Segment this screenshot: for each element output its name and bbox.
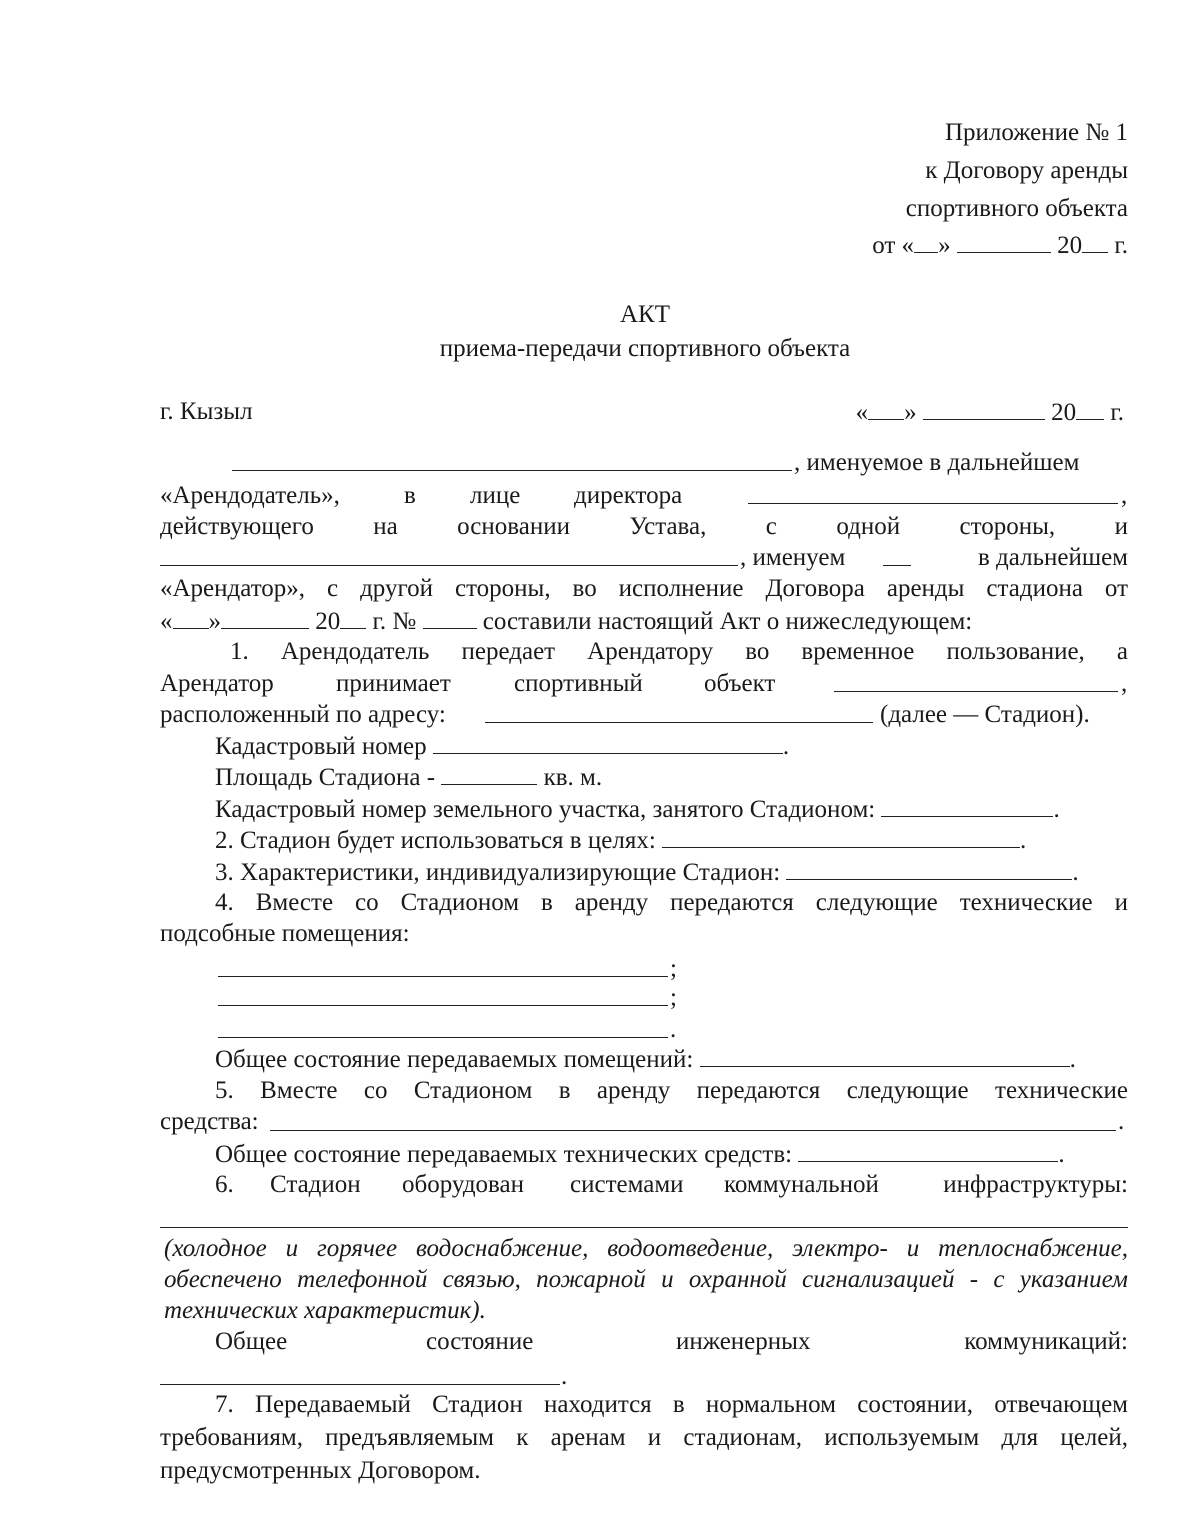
- italic-note-l2: обеспечено телефонной связью, пожарной и охранной сигнализацией - с указанием: [164, 1266, 1128, 1293]
- blank: [923, 397, 1045, 420]
- p1-l2-b: принимает: [336, 670, 451, 697]
- blank-line: [218, 976, 668, 977]
- eng-c: инженерных: [676, 1328, 811, 1355]
- body-l2-d: директора: [574, 482, 683, 509]
- body-l1: , именуемое в дальнейшем: [794, 449, 1080, 476]
- tech-state-line: Общее состояние передаваемых технических средств: .: [215, 1141, 1065, 1168]
- appendix-line-2: к Договору аренды: [925, 157, 1128, 184]
- italic-note-l1: (холодное и горячее водоснабжение, водоотведение, электро- и теплоснабжение,: [164, 1235, 1128, 1262]
- body-l3: действующего на основании Устава, с одной стороны, и: [160, 513, 1128, 540]
- blank: [441, 762, 537, 785]
- blank: [221, 606, 309, 629]
- eng-b: состояние: [426, 1328, 534, 1355]
- blank-line: [270, 1130, 1116, 1131]
- p7-l2: требованиям, предъявляемым к аренам и стадионам, используемым для целей,: [160, 1424, 1128, 1451]
- body-l4-b: в дальнейшем: [978, 544, 1128, 571]
- blank-line: [218, 1037, 668, 1038]
- blank: [423, 606, 477, 629]
- land-cadastral-line: Кадастровый номер земельного участка, занятого Стадионом: .: [215, 796, 1060, 823]
- body-l2-a: «Арендодатель»,: [160, 482, 340, 509]
- blank-line: [160, 565, 738, 566]
- p3-line: 3. Характеристики, индивидуализирующие Стадион: .: [215, 859, 1079, 886]
- blank: [798, 1139, 1058, 1162]
- semicolon: ;: [670, 955, 677, 982]
- cadastral-line: Кадастровый номер .: [215, 733, 790, 760]
- p7-l3: предусмотренных Договором.: [160, 1457, 481, 1484]
- italic-note-l3: технических характеристик).: [164, 1297, 486, 1324]
- blank: [700, 1044, 1070, 1067]
- blank: [340, 606, 366, 629]
- appendix-line-3: спортивного объекта: [905, 195, 1128, 222]
- blank: [957, 230, 1051, 253]
- area-line: Площадь Стадиона - кв. м.: [215, 764, 603, 791]
- p4-l1: 4. Вместе со Стадионом в аренду передаются следующие технические и: [215, 889, 1128, 916]
- body-l4-a: , именуем: [740, 544, 846, 571]
- p2-line: 2. Стадион будет использоваться в целях: .: [215, 827, 1027, 854]
- p1-l2-c: спортивный: [514, 670, 643, 697]
- blank: [786, 857, 1072, 880]
- p1-l2-d: объект: [704, 670, 776, 697]
- appendix-line-1: Приложение № 1: [944, 119, 1128, 146]
- blank: [914, 230, 938, 253]
- p1-l3-a: расположенный по адресу:: [160, 701, 446, 728]
- blank-line: [834, 691, 1118, 692]
- blank: [1082, 230, 1108, 253]
- period: .: [1118, 1108, 1125, 1135]
- body-l5: «Арендатор», с другой стороны, во исполнение Договора аренды стадиона от: [160, 575, 1128, 602]
- blank: [868, 397, 904, 420]
- p6-d: системами: [570, 1171, 684, 1198]
- act-subtitle: приема-передачи спортивного объекта: [439, 335, 851, 362]
- appendix-date: от « » 20 г.: [872, 232, 1128, 259]
- p6-a: 6.: [215, 1171, 234, 1198]
- p1-l3-b: (далее — Стадион).: [880, 701, 1090, 728]
- p4-l2: подсобные помещения:: [160, 920, 410, 947]
- blank: [1076, 397, 1104, 420]
- p6-b: Стадион: [270, 1171, 361, 1198]
- body-l2-b: в: [404, 482, 416, 509]
- blank-line: [748, 503, 1118, 504]
- blank-line: [883, 565, 911, 566]
- body-l2-c: лице: [470, 482, 521, 509]
- p1-l2-end: ,: [1121, 670, 1128, 697]
- eng-d: коммуникаций:: [964, 1328, 1128, 1355]
- blank: [433, 731, 783, 754]
- premises-state-line: Общее состояние передаваемых помещений: .: [215, 1046, 1076, 1073]
- act-date: « » 20 г.: [855, 399, 1124, 426]
- p7-l1: 7. Передаваемый Стадион находится в нормальном состоянии, отвечающем: [215, 1391, 1128, 1418]
- blank-line: [485, 722, 873, 723]
- semicolon: ;: [670, 984, 677, 1011]
- p5-l1: 5. Вместе со Стадионом в аренду передаются следующие технические: [215, 1077, 1128, 1104]
- city: г. Кызыл: [160, 398, 253, 425]
- p6-c: оборудован: [402, 1171, 524, 1198]
- p5-l2: средства:: [160, 1108, 259, 1135]
- p6-f: инфраструктуры:: [943, 1171, 1128, 1198]
- blank-line: [232, 470, 792, 471]
- blank-line: [160, 1384, 560, 1385]
- blank: [881, 794, 1053, 817]
- blank-line: [160, 1227, 1128, 1228]
- blank: [662, 825, 1020, 848]
- blank: [173, 606, 209, 629]
- p1-l2-a: Арендатор: [160, 670, 274, 697]
- body-l6: « » 20 г. № составили настоящий Акт о нижеследующем:: [160, 608, 973, 635]
- act-title: АКТ: [620, 301, 670, 328]
- period: .: [670, 1016, 677, 1043]
- eng-a: Общее: [215, 1328, 288, 1355]
- p1-l1: 1. Арендодатель передает Арендатору во временное пользование, а: [230, 638, 1128, 665]
- blank-line: [218, 1005, 668, 1006]
- period: .: [561, 1363, 568, 1390]
- body-l2-end: ,: [1121, 482, 1128, 509]
- p6-e: коммунальной: [724, 1171, 879, 1198]
